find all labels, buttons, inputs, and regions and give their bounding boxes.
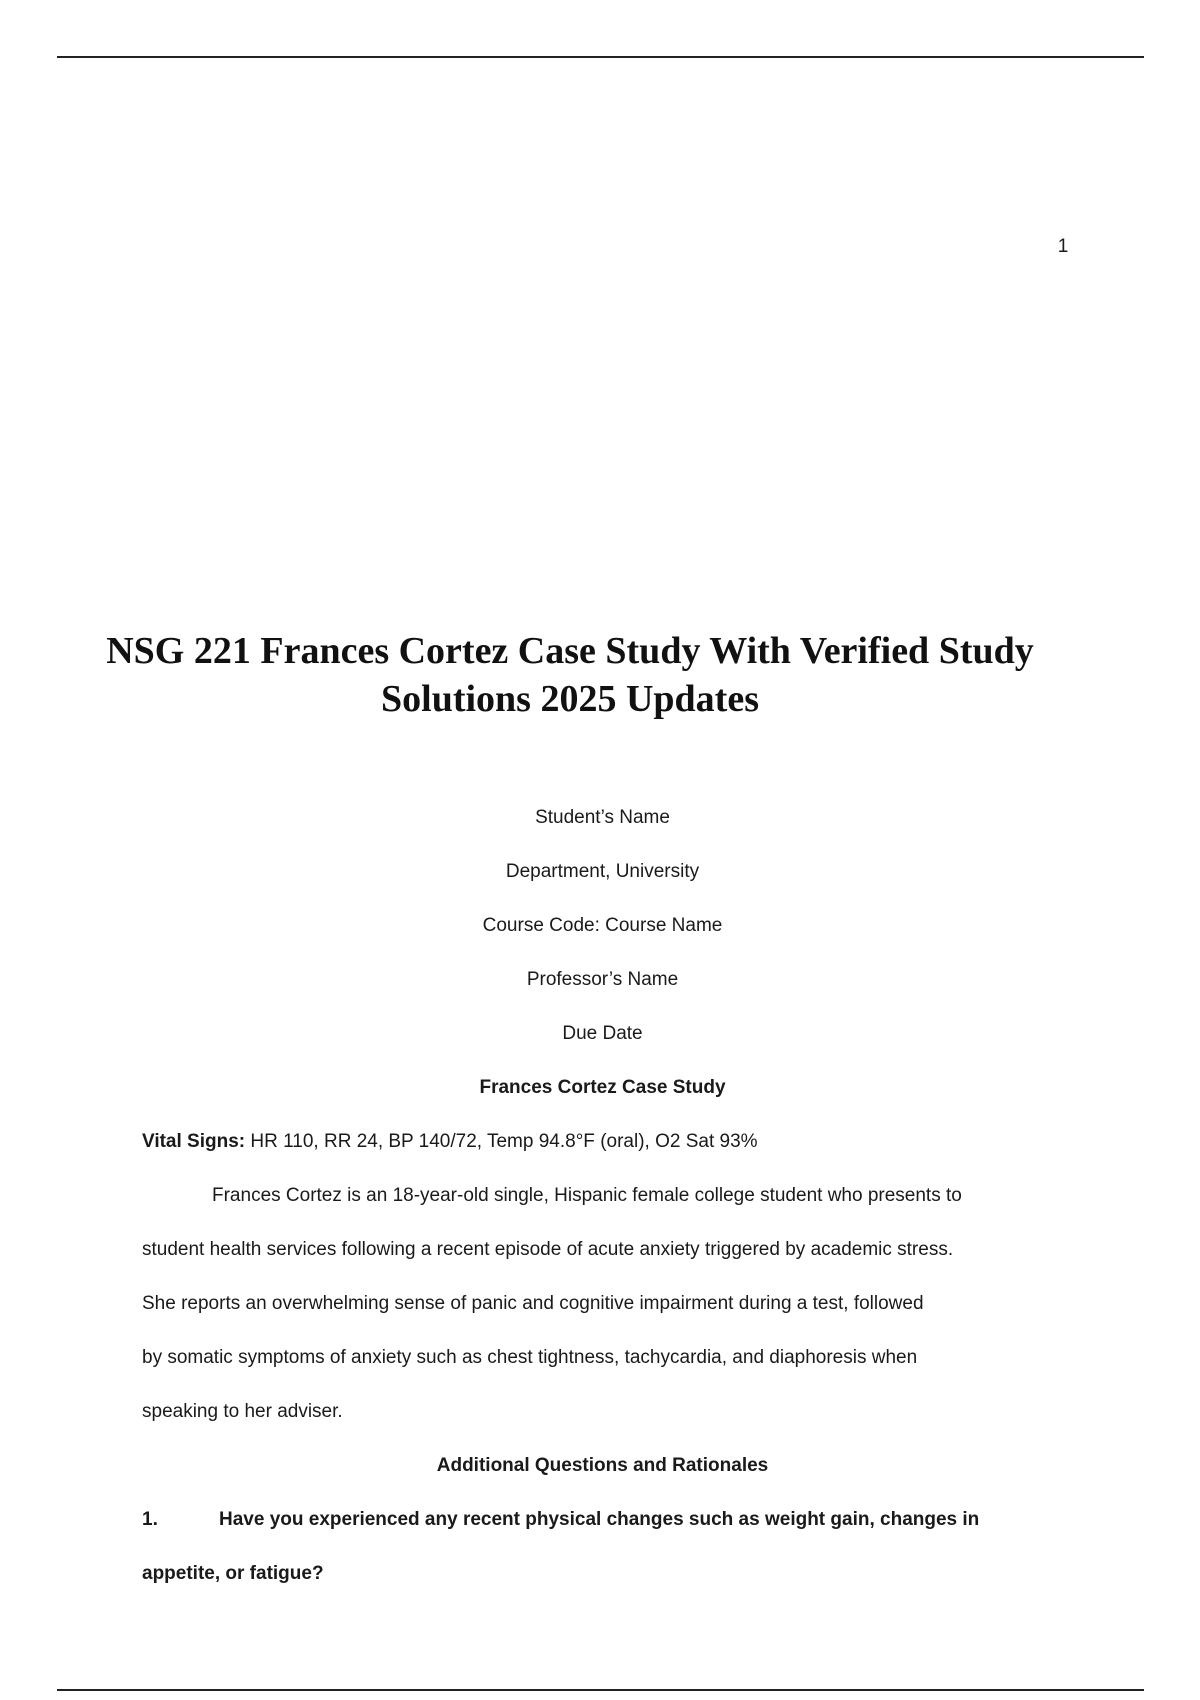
due-date: Due Date — [562, 1023, 643, 1044]
case-study-heading: Frances Cortez Case Study — [479, 1077, 726, 1098]
title-line-2: Solutions 2025 Updates — [381, 678, 759, 720]
professor-name: Professor’s Name — [526, 969, 679, 990]
vital-signs — [142, 1130, 758, 1154]
department-university: Department, University — [505, 861, 700, 882]
paragraph-line-2: student health services following a recent episode of acute anxiety triggered by academic stress. — [142, 1239, 954, 1260]
paragraph-line-3: She reports an overwhelming sense of panic and cognitive impairment during a test, followed — [142, 1293, 924, 1314]
question-1 — [142, 1508, 979, 1532]
student-name: Student’s Name — [535, 807, 670, 828]
top-rule — [57, 56, 1144, 58]
course-code: Course Code: Course Name — [482, 915, 723, 936]
vital-signs-value: HR 110, RR 24, BP 140/72, Temp 94.8°F (oral), O2 Sat 93% — [245, 1131, 758, 1152]
question-1-line-2: appetite, or fatigue? — [142, 1563, 324, 1584]
question-1-number: 1. — [142, 1509, 158, 1530]
question-1-line-1: Have you experienced any recent physical changes such as weight gain, changes in — [219, 1509, 980, 1530]
title-line-1: NSG 221 Frances Cortez Case Study With Verified Study — [106, 630, 1034, 672]
bottom-rule — [57, 1689, 1144, 1691]
paragraph-line-5: speaking to her adviser. — [142, 1401, 343, 1422]
document-title — [70, 627, 1070, 723]
questions-heading: Additional Questions and Rationales — [436, 1455, 769, 1476]
paragraph-line-1: Frances Cortez is an 18-year-old single, Hispanic female college student who presents to — [212, 1185, 962, 1206]
paragraph-line-4: by somatic symptoms of anxiety such as chest tightness, tachycardia, and diaphoresis when — [142, 1347, 918, 1368]
vital-signs-label: Vital Signs: — [142, 1131, 246, 1152]
page-number: 1 — [1057, 236, 1069, 257]
